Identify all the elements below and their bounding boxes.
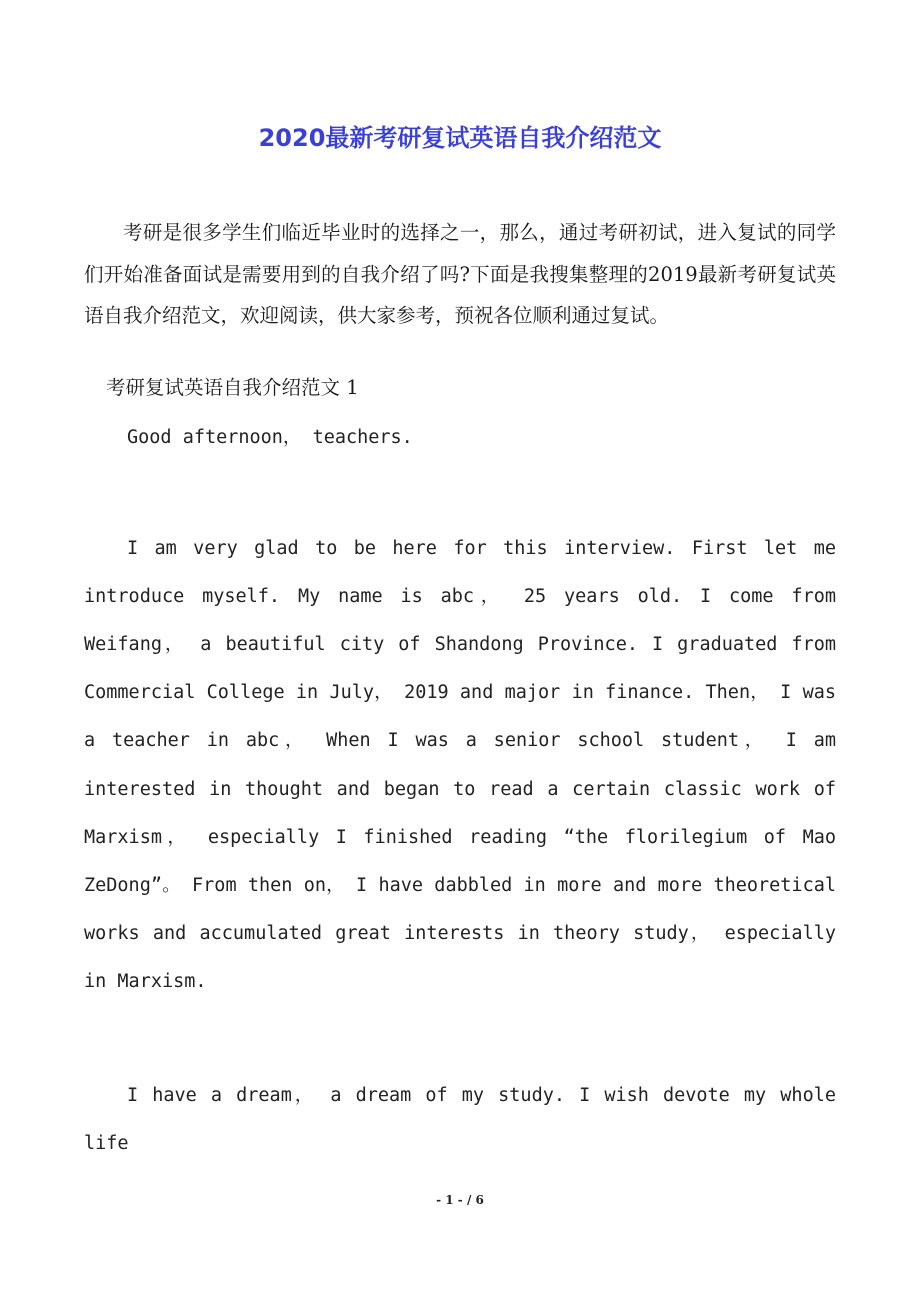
- body-paragraph-2: I have a dream， a dream of my study. I wish devote my whole life: [84, 1084, 836, 1154]
- body-paragraph-1: I am very glad to be here for this interview. First let me introduce myself. My name is abc， 25 years old. I come from Weifang， a beautiful city of Shandong Province. I graduated from Commercial College in July， 2019 and major in finance. Then， I was a teacher in abc， When I was a senior school student， I am interested in thought and began to read a certain classic work of Marxism， especially I finished reading “the florilegium of Mao ZeDong”。 From then on， I have dabbled in more and more theoretical works and accumulated great interests in theory study， especially in Marxism.: [84, 537, 836, 993]
- greeting-line: Good afternoon， teachers.: [127, 426, 413, 448]
- page-number: - 1 - / 6: [436, 1193, 484, 1207]
- document-title: 2020最新考研复试英语自我介绍范文: [258, 124, 662, 152]
- section-heading: 考研复试英语自我介绍范文 1: [106, 375, 359, 399]
- document-body: [84, 212, 836, 1168]
- intro-paragraph: 考研是很多学生们临近毕业时的选择之一，那么，通过考研初试，进入复试的同学们开始准备面试是需要用到的自我介绍了吗?下面是我搜集整理的2019最新考研复试英语自我介绍范文，欢迎阅读，供大家参考，预祝各位顺利通过复试。: [84, 221, 836, 327]
